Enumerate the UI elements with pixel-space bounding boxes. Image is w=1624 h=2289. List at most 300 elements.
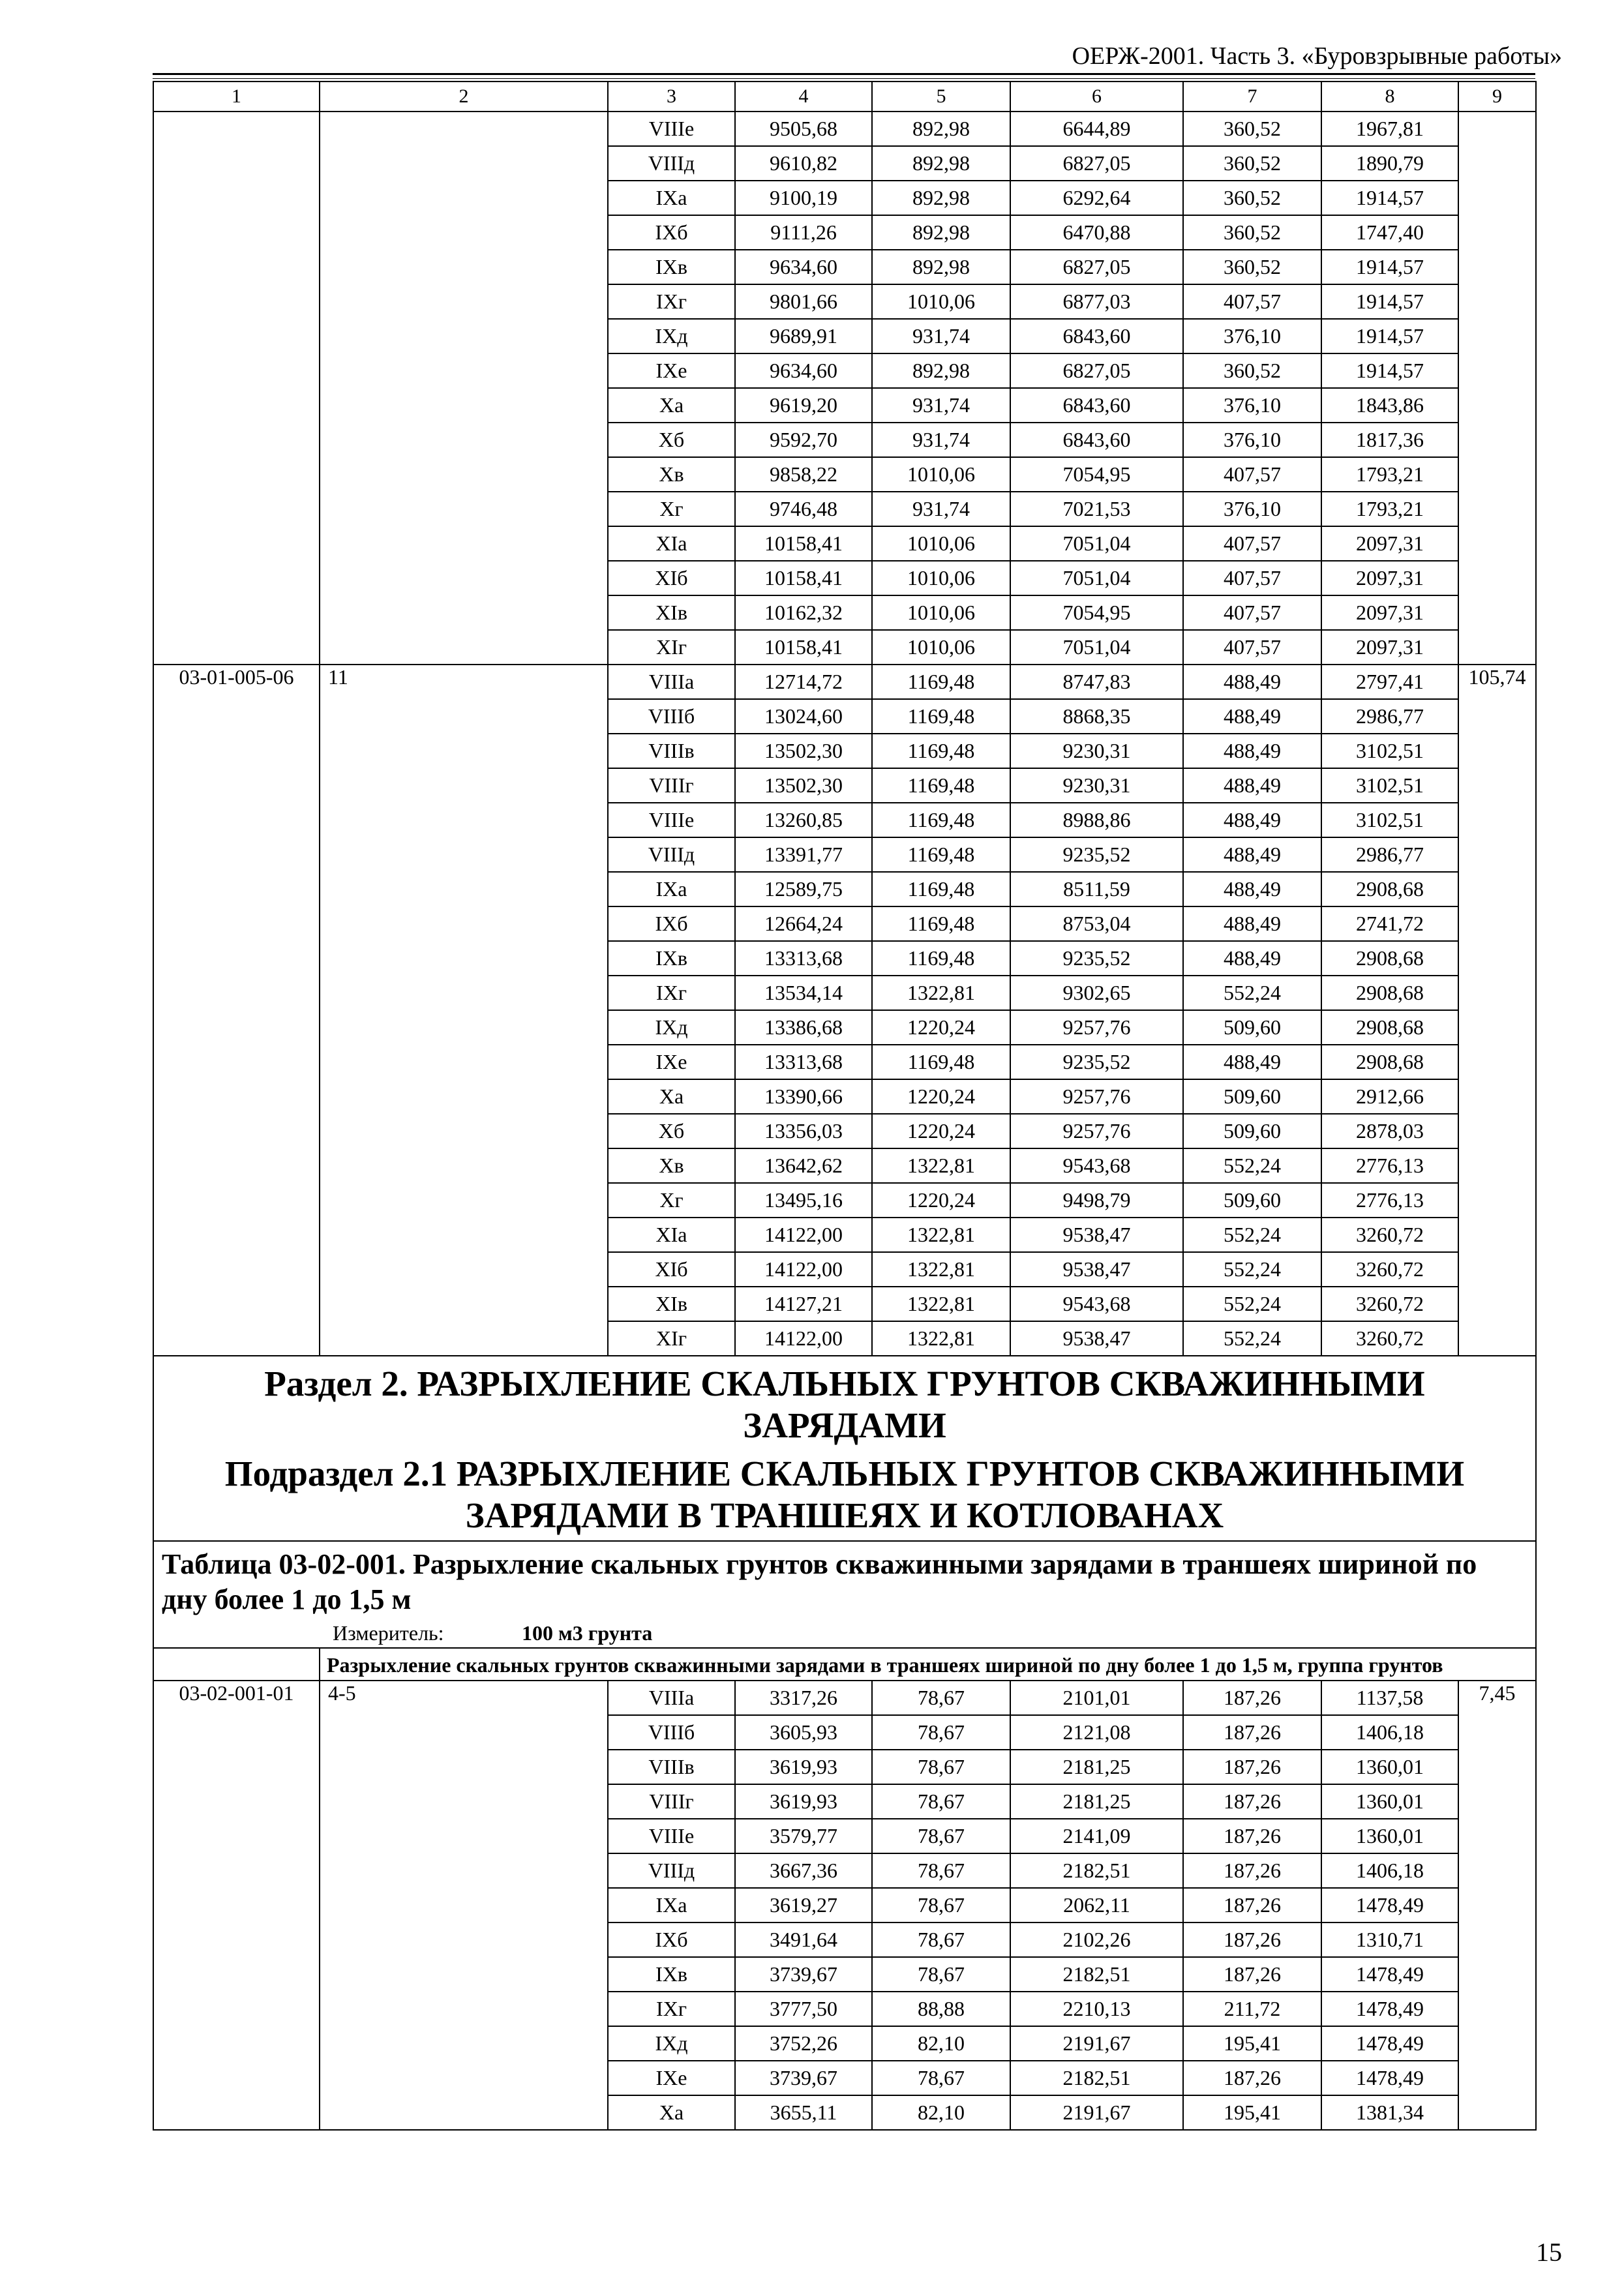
meter-label: Измеритель:	[333, 1621, 444, 1645]
rate-value: 2097,31	[1321, 561, 1458, 595]
rate-value: 892,98	[872, 181, 1010, 215]
soil-group: IXг	[608, 284, 735, 319]
soil-group: XIа	[608, 526, 735, 561]
rate-value: 1169,48	[872, 906, 1010, 941]
rate-value: 488,49	[1183, 665, 1321, 699]
rate-value: 8753,04	[1010, 906, 1183, 941]
rate-value: 488,49	[1183, 1045, 1321, 1079]
rate-value: 1478,49	[1321, 1888, 1458, 1922]
rate-value: 1220,24	[872, 1183, 1010, 1218]
soil-group: Xб	[608, 423, 735, 457]
rate-value: 376,10	[1183, 319, 1321, 353]
rate-value: 6827,05	[1010, 353, 1183, 388]
section-heading-cell	[153, 1356, 1536, 1541]
rate-value: 1360,01	[1321, 1784, 1458, 1819]
rate-value: 2181,25	[1010, 1750, 1183, 1784]
rate-value: 488,49	[1183, 837, 1321, 872]
rate-value: 552,24	[1183, 1252, 1321, 1287]
rate-value: 78,67	[872, 2061, 1010, 2095]
soil-group: Xа	[608, 1079, 735, 1114]
rate-value: 78,67	[872, 1681, 1010, 1715]
rate-value: 892,98	[872, 112, 1010, 146]
column-number: 5	[872, 82, 1010, 112]
rate-value: 1793,21	[1321, 457, 1458, 492]
rate-value: 3491,64	[735, 1922, 872, 1957]
rate-value: 1010,06	[872, 630, 1010, 665]
rate-value: 9592,70	[735, 423, 872, 457]
rates-table	[153, 81, 1537, 2131]
rate-value: 376,10	[1183, 423, 1321, 457]
soil-group: VIIIа	[608, 1681, 735, 1715]
rate-value: 2912,66	[1321, 1079, 1458, 1114]
rate-value: 78,67	[872, 1922, 1010, 1957]
soil-group: IXб	[608, 1922, 735, 1957]
rate-value: 9235,52	[1010, 837, 1183, 872]
column-number: 9	[1458, 82, 1536, 112]
rate-value: 1478,49	[1321, 1992, 1458, 2026]
rate-value: 2908,68	[1321, 872, 1458, 906]
rate-value: 9257,76	[1010, 1114, 1183, 1148]
rate-value: 1843,86	[1321, 388, 1458, 423]
rate-value: 1169,48	[872, 665, 1010, 699]
soil-group: XIг	[608, 630, 735, 665]
rate-value: 3605,93	[735, 1715, 872, 1750]
rate-value: 14122,00	[735, 1218, 872, 1252]
rate-value: 9543,68	[1010, 1148, 1183, 1183]
soil-group: XIг	[608, 1321, 735, 1356]
rate-value: 8988,86	[1010, 803, 1183, 837]
rate-value: 78,67	[872, 1715, 1010, 1750]
rate-value: 3739,67	[735, 1957, 872, 1992]
rate-value: 3102,51	[1321, 734, 1458, 768]
rate-value: 892,98	[872, 250, 1010, 284]
soil-group: IXв	[608, 250, 735, 284]
rate-value: 892,98	[872, 353, 1010, 388]
rate-value: 187,26	[1183, 2061, 1321, 2095]
soil-group: XIв	[608, 595, 735, 630]
rate-value: 9498,79	[1010, 1183, 1183, 1218]
rate-value: 6470,88	[1010, 215, 1183, 250]
rate-value: 3655,11	[735, 2095, 872, 2130]
table-title-cell	[153, 1541, 1536, 1648]
rate-value: 552,24	[1183, 1148, 1321, 1183]
column-number: 4	[735, 82, 872, 112]
rate-value: 2097,31	[1321, 595, 1458, 630]
description-code-cell	[153, 1648, 320, 1681]
rate-value: 9100,19	[735, 181, 872, 215]
rate-value: 187,26	[1183, 1715, 1321, 1750]
rate-value: 78,67	[872, 1750, 1010, 1784]
rate-value: 78,67	[872, 1957, 1010, 1992]
rate-value: 9505,68	[735, 112, 872, 146]
rate-value: 187,26	[1183, 1819, 1321, 1853]
rate-value: 82,10	[872, 2026, 1010, 2061]
rate-value: 2182,51	[1010, 2061, 1183, 2095]
description-row	[153, 1648, 1536, 1681]
rate-value: 376,10	[1183, 492, 1321, 526]
description-text: Разрыхление скальных грунтов скважинными зарядами в траншеях шириной по дну более 1 до 1,5 м, группа грунтов	[320, 1648, 1536, 1681]
rate-value: 509,60	[1183, 1114, 1321, 1148]
rate-value: 931,74	[872, 319, 1010, 353]
rate-value: 1220,24	[872, 1079, 1010, 1114]
rate-value: 2121,08	[1010, 1715, 1183, 1750]
rate-value: 187,26	[1183, 1888, 1321, 1922]
rate-value: 1169,48	[872, 837, 1010, 872]
rate-value: 9235,52	[1010, 941, 1183, 976]
rate-value: 187,26	[1183, 1957, 1321, 1992]
rate-value: 1169,48	[872, 1045, 1010, 1079]
rate-value: 78,67	[872, 1784, 1010, 1819]
soil-group: Xа	[608, 2095, 735, 2130]
rate-value: 9235,52	[1010, 1045, 1183, 1079]
rate-value: 2210,13	[1010, 1992, 1183, 2026]
soil-group: IXв	[608, 1957, 735, 1992]
rate-value: 6843,60	[1010, 388, 1183, 423]
rate-value: 509,60	[1183, 1010, 1321, 1045]
rate-value: 14122,00	[735, 1321, 872, 1356]
soil-group: VIIIе	[608, 803, 735, 837]
soil-group: VIIIг	[608, 768, 735, 803]
rate-value: 1478,49	[1321, 2061, 1458, 2095]
soil-group: IXе	[608, 353, 735, 388]
rate-value: 1010,06	[872, 526, 1010, 561]
rate-value: 8747,83	[1010, 665, 1183, 699]
rate-value: 187,26	[1183, 1922, 1321, 1957]
rate-value: 9257,76	[1010, 1079, 1183, 1114]
soil-group: VIIIг	[608, 1784, 735, 1819]
rate-value: 360,52	[1183, 112, 1321, 146]
rate-value: 1967,81	[1321, 112, 1458, 146]
rate-value: 488,49	[1183, 768, 1321, 803]
rate-value: 9801,66	[735, 284, 872, 319]
header-rule-thick	[153, 73, 1535, 75]
soil-group: XIб	[608, 1252, 735, 1287]
rate-value: 2141,09	[1010, 1819, 1183, 1853]
soil-group: VIIIд	[608, 837, 735, 872]
rate-value: 1381,34	[1321, 2095, 1458, 2130]
document-header-title: ОЕРЖ-2001. Часть 3. «Буровзрывные работы»	[1072, 42, 1562, 70]
rate-value: 195,41	[1183, 2026, 1321, 2061]
count-cell	[320, 112, 608, 665]
rate-value: 360,52	[1183, 215, 1321, 250]
rate-value: 360,52	[1183, 353, 1321, 388]
rate-value: 1914,57	[1321, 250, 1458, 284]
rate-value: 6644,89	[1010, 112, 1183, 146]
rate-value: 1169,48	[872, 699, 1010, 734]
rate-value: 88,88	[872, 1992, 1010, 2026]
column-number: 3	[608, 82, 735, 112]
rate-value: 13502,30	[735, 768, 872, 803]
rate-value: 488,49	[1183, 699, 1321, 734]
rate-value: 7021,53	[1010, 492, 1183, 526]
rate-value: 488,49	[1183, 906, 1321, 941]
rate-value: 14127,21	[735, 1287, 872, 1321]
rate-value: 78,67	[872, 1819, 1010, 1853]
rate-value: 9111,26	[735, 215, 872, 250]
rate-value: 3619,93	[735, 1750, 872, 1784]
rate-value: 9689,91	[735, 319, 872, 353]
rate-value: 2741,72	[1321, 906, 1458, 941]
rate-value: 13391,77	[735, 837, 872, 872]
rate-value: 211,72	[1183, 1992, 1321, 2026]
rate-value: 488,49	[1183, 872, 1321, 906]
rate-value: 2191,67	[1010, 2026, 1183, 2061]
rate-value: 82,10	[872, 2095, 1010, 2130]
rate-value: 407,57	[1183, 457, 1321, 492]
soil-group: IXе	[608, 1045, 735, 1079]
expense-value: 7,45	[1458, 1681, 1536, 2130]
soil-group: XIв	[608, 1287, 735, 1321]
rate-value: 1478,49	[1321, 1957, 1458, 1992]
rate-value: 509,60	[1183, 1079, 1321, 1114]
rate-value: 13313,68	[735, 941, 872, 976]
section-heading-row	[153, 1356, 1536, 1541]
rate-value: 6843,60	[1010, 319, 1183, 353]
rate-value: 488,49	[1183, 803, 1321, 837]
rate-value: 552,24	[1183, 976, 1321, 1010]
rate-value: 3619,27	[735, 1888, 872, 1922]
soil-group: VIIIе	[608, 112, 735, 146]
rate-value: 8511,59	[1010, 872, 1183, 906]
rate-value: 3260,72	[1321, 1218, 1458, 1252]
soil-group: VIIIд	[608, 146, 735, 181]
rate-value: 1322,81	[872, 1148, 1010, 1183]
rate-value: 1322,81	[872, 1287, 1010, 1321]
soil-group: IXб	[608, 215, 735, 250]
soil-group: VIIIе	[608, 1819, 735, 1853]
rate-value: 2776,13	[1321, 1183, 1458, 1218]
soil-group: Xв	[608, 1148, 735, 1183]
rate-value: 12714,72	[735, 665, 872, 699]
rate-value: 2776,13	[1321, 1148, 1458, 1183]
rate-value: 10158,41	[735, 561, 872, 595]
rate-value: 9230,31	[1010, 734, 1183, 768]
rate-value: 1169,48	[872, 941, 1010, 976]
rate-value: 509,60	[1183, 1183, 1321, 1218]
rate-value: 10158,41	[735, 526, 872, 561]
column-number: 6	[1010, 82, 1183, 112]
rate-value: 552,24	[1183, 1218, 1321, 1252]
rate-value: 1793,21	[1321, 492, 1458, 526]
rate-value: 3579,77	[735, 1819, 872, 1853]
expense-cell	[1458, 112, 1536, 665]
soil-group: VIIIб	[608, 699, 735, 734]
rate-value: 3260,72	[1321, 1252, 1458, 1287]
rate-value: 407,57	[1183, 630, 1321, 665]
rate-value: 9538,47	[1010, 1321, 1183, 1356]
rate-value: 1747,40	[1321, 215, 1458, 250]
rate-value: 13386,68	[735, 1010, 872, 1045]
soil-group: IXд	[608, 1010, 735, 1045]
rate-value: 9538,47	[1010, 1252, 1183, 1287]
expense-value: 105,74	[1458, 665, 1536, 1356]
rate-value: 931,74	[872, 492, 1010, 526]
rate-value: 1169,48	[872, 734, 1010, 768]
soil-group: IXе	[608, 2061, 735, 2095]
rate-value: 13313,68	[735, 1045, 872, 1079]
rate-value: 1914,57	[1321, 353, 1458, 388]
header-rule-thin	[153, 78, 1535, 79]
column-number: 1	[153, 82, 320, 112]
soil-group: IXд	[608, 2026, 735, 2061]
soil-group: Xа	[608, 388, 735, 423]
rate-value: 488,49	[1183, 734, 1321, 768]
rate-code: 03-01-005-06	[153, 665, 320, 1356]
rate-value: 1137,58	[1321, 1681, 1458, 1715]
rate-value: 552,24	[1183, 1287, 1321, 1321]
count-value: 4-5	[320, 1681, 608, 2130]
soil-group: VIIIб	[608, 1715, 735, 1750]
rate-value: 13502,30	[735, 734, 872, 768]
soil-group: VIIIв	[608, 1750, 735, 1784]
rate-value: 1360,01	[1321, 1750, 1458, 1784]
soil-group: IXг	[608, 976, 735, 1010]
count-value: 11	[320, 665, 608, 1356]
rate-value: 931,74	[872, 423, 1010, 457]
rate-value: 360,52	[1183, 146, 1321, 181]
soil-group: VIIIд	[608, 1853, 735, 1888]
rate-value: 2062,11	[1010, 1888, 1183, 1922]
rate-value: 1890,79	[1321, 146, 1458, 181]
meter-value: 100 м3 грунта	[522, 1621, 653, 1645]
rate-value: 9634,60	[735, 353, 872, 388]
rate-value: 78,67	[872, 1853, 1010, 1888]
rate-value: 9858,22	[735, 457, 872, 492]
rate-value: 3777,50	[735, 1992, 872, 2026]
column-number: 7	[1183, 82, 1321, 112]
rate-value: 2097,31	[1321, 526, 1458, 561]
rate-value: 9302,65	[1010, 976, 1183, 1010]
rate-value: 3102,51	[1321, 803, 1458, 837]
rate-value: 1817,36	[1321, 423, 1458, 457]
rate-value: 6827,05	[1010, 250, 1183, 284]
rate-value: 3619,93	[735, 1784, 872, 1819]
rate-value: 2908,68	[1321, 1045, 1458, 1079]
rate-value: 8868,35	[1010, 699, 1183, 734]
rate-value: 9543,68	[1010, 1287, 1183, 1321]
soil-group: VIIIв	[608, 734, 735, 768]
rate-value: 2908,68	[1321, 1010, 1458, 1045]
rate-value: 2182,51	[1010, 1957, 1183, 1992]
rate-value: 3752,26	[735, 2026, 872, 2061]
table-title-row	[153, 1541, 1536, 1648]
soil-group: IXа	[608, 872, 735, 906]
rate-value: 6843,60	[1010, 423, 1183, 457]
rate-value: 2908,68	[1321, 976, 1458, 1010]
rate-value: 13534,14	[735, 976, 872, 1010]
rate-value: 1322,81	[872, 1218, 1010, 1252]
rate-value: 78,67	[872, 1888, 1010, 1922]
soil-group: XIа	[608, 1218, 735, 1252]
rate-value: 1169,48	[872, 768, 1010, 803]
rate-value: 360,52	[1183, 250, 1321, 284]
rate-value: 931,74	[872, 388, 1010, 423]
rate-value: 2182,51	[1010, 1853, 1183, 1888]
rate-value: 1169,48	[872, 803, 1010, 837]
rates-table-body	[153, 82, 1536, 2130]
rate-value: 187,26	[1183, 1784, 1321, 1819]
rate-code-cell	[153, 112, 320, 665]
rate-value: 3667,36	[735, 1853, 872, 1888]
rate-value: 9619,20	[735, 388, 872, 423]
rate-value: 3260,72	[1321, 1287, 1458, 1321]
column-number-row	[153, 82, 1536, 112]
rate-value: 1406,18	[1321, 1853, 1458, 1888]
rate-value: 7054,95	[1010, 457, 1183, 492]
rate-value: 1220,24	[872, 1114, 1010, 1148]
rate-value: 12664,24	[735, 906, 872, 941]
rate-value: 2986,77	[1321, 699, 1458, 734]
rate-value: 2878,03	[1321, 1114, 1458, 1148]
rate-value: 1310,71	[1321, 1922, 1458, 1957]
rate-code: 03-02-001-01	[153, 1681, 320, 2130]
rate-value: 1478,49	[1321, 2026, 1458, 2061]
rate-value: 10158,41	[735, 630, 872, 665]
rate-value: 7051,04	[1010, 561, 1183, 595]
rate-value: 488,49	[1183, 941, 1321, 976]
rate-value: 6292,64	[1010, 181, 1183, 215]
rate-value: 407,57	[1183, 284, 1321, 319]
table-row	[153, 112, 1536, 146]
table-title: Таблица 03-02-001. Разрыхление скальных грунтов скважинными зарядами в траншеях шириной по дну более 1 до 1,5 м	[162, 1548, 1477, 1615]
rate-value: 9257,76	[1010, 1010, 1183, 1045]
rate-value: 13642,62	[735, 1148, 872, 1183]
soil-group: XIб	[608, 561, 735, 595]
rate-value: 2191,67	[1010, 2095, 1183, 2130]
rate-value: 1322,81	[872, 976, 1010, 1010]
column-number: 8	[1321, 82, 1458, 112]
rate-value: 7054,95	[1010, 595, 1183, 630]
rate-value: 13495,16	[735, 1183, 872, 1218]
rate-value: 552,24	[1183, 1321, 1321, 1356]
rate-value: 187,26	[1183, 1853, 1321, 1888]
meter-line	[162, 1619, 1527, 1647]
rate-value: 1010,06	[872, 284, 1010, 319]
rate-value: 2102,26	[1010, 1922, 1183, 1957]
rate-value: 1360,01	[1321, 1819, 1458, 1853]
rate-value: 1322,81	[872, 1252, 1010, 1287]
rate-value: 187,26	[1183, 1681, 1321, 1715]
rate-value: 3102,51	[1321, 768, 1458, 803]
rate-value: 1914,57	[1321, 284, 1458, 319]
rate-value: 3317,26	[735, 1681, 872, 1715]
rate-value: 1914,57	[1321, 319, 1458, 353]
rate-value: 1010,06	[872, 561, 1010, 595]
table-row	[153, 665, 1536, 699]
soil-group: IXа	[608, 181, 735, 215]
rate-value: 892,98	[872, 215, 1010, 250]
rate-value: 10162,32	[735, 595, 872, 630]
rate-value: 9634,60	[735, 250, 872, 284]
rate-value: 195,41	[1183, 2095, 1321, 2130]
soil-group: IXб	[608, 906, 735, 941]
rate-value: 2097,31	[1321, 630, 1458, 665]
rate-value: 6877,03	[1010, 284, 1183, 319]
rate-value: 376,10	[1183, 388, 1321, 423]
soil-group: Xг	[608, 1183, 735, 1218]
rate-value: 13356,03	[735, 1114, 872, 1148]
subsection-title: Подраздел 2.1 РАЗРЫХЛЕНИЕ СКАЛЬНЫХ ГРУНТОВ СКВАЖИННЫМИ ЗАРЯДАМИ В ТРАНШЕЯХ И КОТЛОВАНАХ	[224, 1454, 1465, 1535]
rate-value: 13024,60	[735, 699, 872, 734]
rate-value: 407,57	[1183, 526, 1321, 561]
rate-value: 9538,47	[1010, 1218, 1183, 1252]
rate-value: 9746,48	[735, 492, 872, 526]
rate-value: 2908,68	[1321, 941, 1458, 976]
rate-value: 1010,06	[872, 457, 1010, 492]
rate-value: 360,52	[1183, 181, 1321, 215]
soil-group: IXг	[608, 1992, 735, 2026]
rate-value: 3260,72	[1321, 1321, 1458, 1356]
